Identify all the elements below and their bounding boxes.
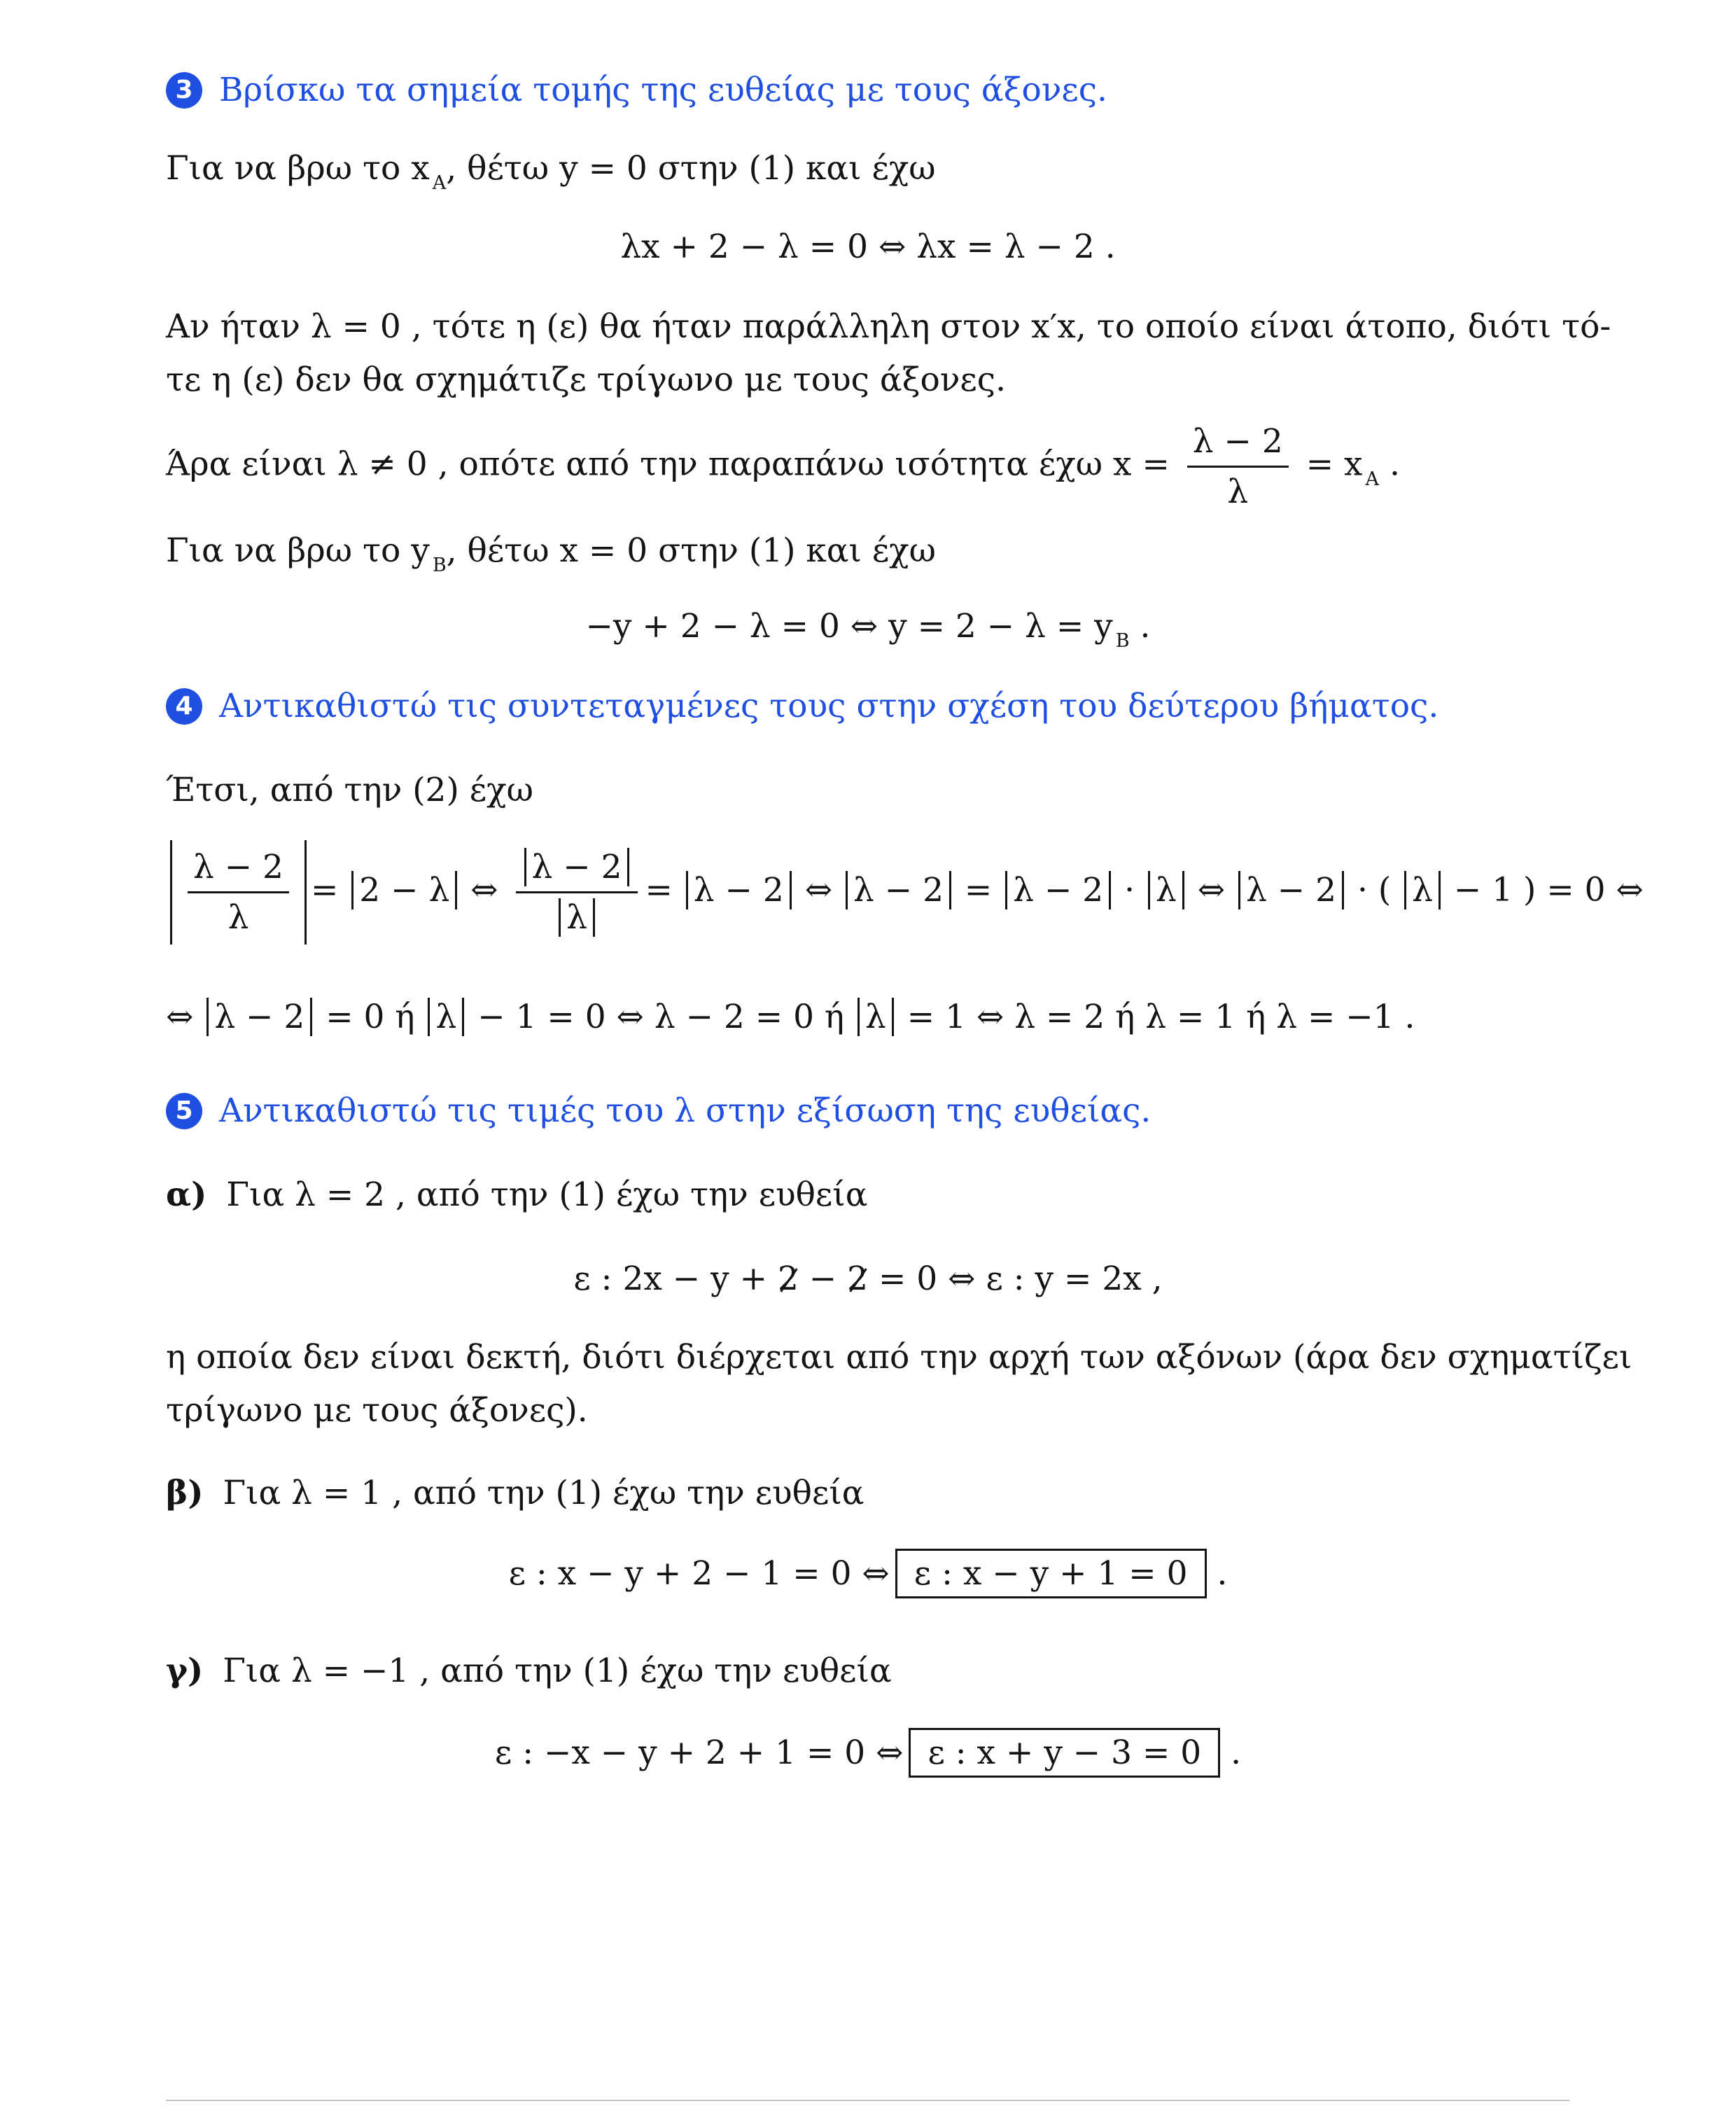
absolute-value (170, 840, 307, 944)
step-number-badge: 3 (166, 72, 202, 109)
fraction: $\frac{\lambda - 2}{\lambda}$ (188, 846, 289, 939)
case-alpha: α) Για λ = 2 , από την (1) έχω την ευθεία (166, 1176, 868, 1214)
step-5-heading (166, 1089, 1151, 1132)
case-gamma: γ) Για λ = −1 , από την (1) έχω την ευθεία (166, 1652, 892, 1690)
fraction: $\frac{\lambda - 2}{\lambda}$ (1187, 420, 1289, 513)
text-line: η οποία δεν είναι δεκτή, διότι διέρχεται από την αρχή των αξόνων (άρα δεν σχηματίζει (166, 1338, 1632, 1376)
text-line: Για να βρω το y $_B$, θέτω x = 0 στην (1) και έχω (166, 531, 936, 576)
step-title: Αντικαθιστώ τις τιμές του λ στην εξίσωση της ευθείας. (219, 1092, 1152, 1130)
fraction: $\frac{\lambda - 2}{\lambda}$ (516, 846, 638, 939)
equation-absolute-values: $\frac{\lambda - 2}{\lambda}$ = 2 − λ ⇔ $\frac{\lambda - 2}{\lambda}$ = λ − 2 ⇔ λ − 2 = λ − 2 · λ ⇔ λ − 2 · ( λ − 1 ) = 0 ⇔ (166, 840, 1644, 944)
step-4-heading (166, 685, 1438, 727)
equation-boxed-result: ε : −x − y + 2 + 1 = 0 ⇔ ε : x + y − 3 = 0 . (0, 1728, 1736, 1778)
cancelled-term: 2 (778, 1257, 799, 1300)
text-line-with-fraction: Άρα είναι λ ≠ 0 , οπότε από την παραπάνω ισότητα έχω x = $\frac{\lambda - 2}{\lambda}$ = x $_A$ . (166, 420, 1400, 513)
equation: ε : 2x − y + 2 − 2 = 0 ⇔ ε : y = 2x , (0, 1257, 1736, 1300)
equation: −y + 2 − λ = 0 ⇔ y = 2 − λ = y $_B$ . (585, 607, 1151, 652)
step-number-badge: 4 (166, 688, 202, 725)
text-line: Αν ήταν λ = 0 , τότε η (ε) θα ήταν παράλληλη στον x′x, το οποίο είναι άτοπο, διότι τό- (166, 307, 1611, 346)
equation: λx + 2 − λ = 0 ⇔ λx = λ − 2 . (620, 228, 1116, 266)
text-line: τε η (ε) δεν θα σχημάτιζε τρίγωνο με τους άξονες. (166, 361, 1007, 399)
case-label: α) (166, 1176, 207, 1214)
text-line: τρίγωνο με τους άξονες). (166, 1391, 588, 1430)
boxed-answer: ε : x + y − 3 = 0 (909, 1728, 1220, 1778)
step-title: Βρίσκω τα σημεία τομής της ευθείας με τους άξονες. (219, 71, 1107, 109)
text-line: Έτσι, από την (2) έχω (166, 771, 533, 809)
case-label: β) (166, 1474, 204, 1512)
cancelled-term: 2 (847, 1257, 868, 1300)
step-number-badge: 5 (166, 1093, 202, 1129)
step-title: Αντικαθιστώ τις συντεταγμένες τους στην σχέση του δεύτερου βήματος. (219, 687, 1439, 725)
equation-boxed-result: ε : x − y + 2 − 1 = 0 ⇔ ε : x − y + 1 = 0 . (0, 1549, 1736, 1598)
equation-absolute-values: ⇔ λ − 2 = 0 ή λ − 1 = 0 ⇔ λ − 2 = 0 ή λ = 1 ⇔ λ = 2 ή λ = 1 ή λ = −1 . (166, 998, 1415, 1036)
footer-rule (166, 2100, 1569, 2101)
case-label: γ) (166, 1652, 204, 1690)
step-3-heading (166, 69, 1107, 111)
boxed-answer: ε : x − y + 1 = 0 (895, 1549, 1207, 1598)
text-line: Για να βρω το x $_A$, θέτω y = 0 στην (1) και έχω (166, 149, 936, 194)
case-beta: β) Για λ = 1 , από την (1) έχω την ευθεία (166, 1474, 864, 1512)
